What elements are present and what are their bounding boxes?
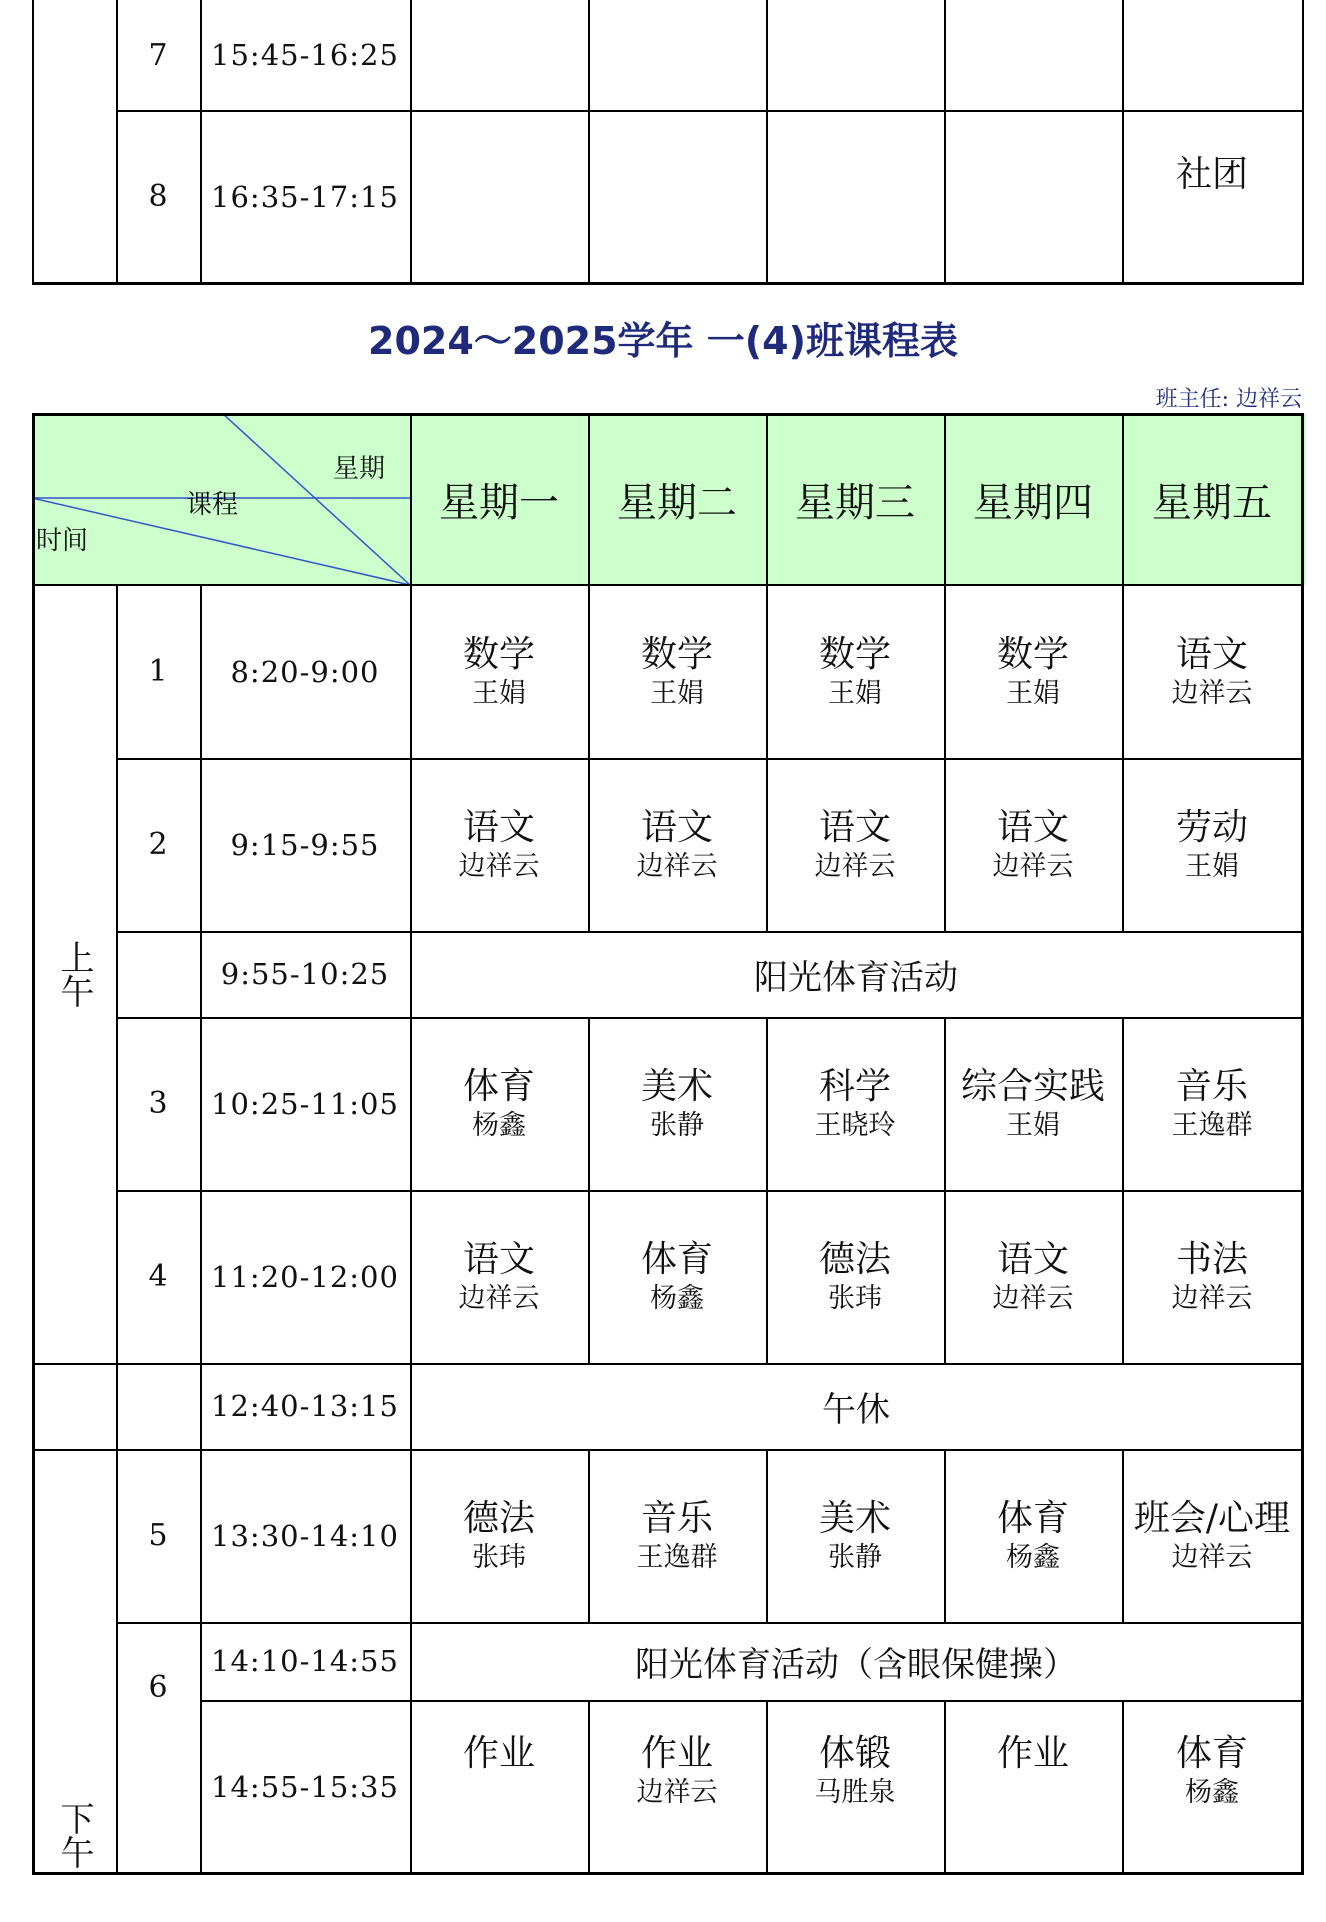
table-rule [116, 0, 118, 284]
table-rule [1122, 0, 1124, 284]
subject-text: 语文 [996, 1238, 1069, 1280]
teacher-text: 边祥云 [1171, 677, 1253, 709]
subject-text: 体育 [640, 1238, 713, 1280]
period-time [200, 110, 410, 283]
period-time-text: 16:35-17:15 [211, 179, 399, 214]
table-rule [32, 1363, 1304, 1365]
schedule-cell [1122, 8, 1302, 58]
subject-text: 书法 [1175, 1238, 1248, 1280]
day-header-text: 星期二 [617, 479, 737, 526]
teacher-text: 边祥云 [1171, 1541, 1253, 1573]
schedule-cell [410, 1700, 588, 1873]
teacher-text: 边祥云 [992, 1282, 1074, 1314]
schedule-cell [1122, 585, 1302, 758]
table-rule [1122, 413, 1124, 931]
subject-text: 音乐 [1175, 1065, 1248, 1107]
day-header-text: 星期五 [1152, 479, 1272, 526]
schedule-cell [588, 118, 766, 231]
table-rule [766, 1700, 768, 1873]
merged-activity-text: 午休 [822, 1389, 890, 1430]
subject-text: 语文 [818, 806, 891, 848]
table-rule [116, 110, 1302, 112]
day-header [1122, 413, 1302, 585]
period-time [200, 931, 410, 1017]
teacher-text: 张静 [650, 1109, 704, 1141]
schedule-cell [1122, 758, 1302, 931]
teacher-text: 王逸群 [636, 1541, 718, 1573]
teacher-text: 边祥云 [458, 850, 540, 882]
subject-text: 作业 [996, 1733, 1069, 1774]
period-number-text: 3 [148, 1086, 168, 1121]
period-time-text: 9:15-9:55 [230, 827, 380, 862]
day-header-text: 星期四 [973, 479, 1093, 526]
table-rule [766, 1449, 768, 1622]
period-time-text: 9:55-10:25 [220, 957, 390, 991]
table-rule [200, 585, 202, 1873]
period-number [116, 1190, 200, 1363]
period-time [200, 758, 410, 931]
table-rule [32, 1449, 1304, 1451]
period-number-text: 2 [148, 827, 168, 862]
subject-text: 综合实践 [960, 1065, 1105, 1107]
table-rule [944, 0, 946, 284]
schedule-cell [944, 1700, 1122, 1873]
schedule-cell [410, 118, 588, 231]
teacher-text: 张静 [828, 1541, 882, 1573]
period-number [116, 110, 200, 283]
schedule-cell [766, 1017, 944, 1190]
schedule-cell [766, 1700, 944, 1873]
teacher-text: 王娟 [1006, 677, 1060, 709]
schedule-cell [410, 1449, 588, 1622]
schedule-cell [588, 1190, 766, 1363]
subject-text: 劳动 [1175, 806, 1248, 848]
table-rule [116, 758, 1304, 760]
subject-text: 语文 [462, 1238, 535, 1280]
period-time-text: 14:55-15:35 [211, 1769, 399, 1804]
teacher-text: 马胜泉 [814, 1777, 896, 1808]
schedule-cell [944, 1017, 1122, 1190]
schedule-cell [410, 585, 588, 758]
table-rule [1302, 0, 1304, 284]
table-rule [766, 0, 768, 284]
head-teacher-label: 班主任: 边祥云 [1155, 387, 1302, 412]
schedule-cell [588, 1700, 766, 1873]
day-header-text: 星期三 [795, 479, 915, 526]
teacher-text: 张玮 [828, 1282, 882, 1314]
period-number-text: 8 [148, 179, 168, 214]
teacher-text: 边祥云 [1171, 1282, 1253, 1314]
merged-activity-cell [410, 1622, 1302, 1700]
subject-text: 科学 [818, 1065, 891, 1107]
table-rule [1301, 413, 1304, 1875]
subject-text: 数学 [996, 633, 1069, 675]
schedule-cell [766, 8, 944, 58]
schedule-cell [944, 8, 1122, 58]
period-time [200, 0, 410, 110]
period-time [200, 1017, 410, 1190]
table-rule [410, 413, 412, 1875]
schedule-cell [1122, 1449, 1302, 1622]
corner-label-time: 时间 [36, 526, 89, 556]
subject-text: 语文 [1175, 633, 1248, 675]
schedule-cell [766, 1190, 944, 1363]
table-rule [32, 1872, 1304, 1875]
schedule-cell [588, 1017, 766, 1190]
period-time-text: 13:30-14:10 [211, 1518, 399, 1553]
period-time [200, 1622, 410, 1700]
day-header [766, 413, 944, 585]
merged-activity-cell [410, 1363, 1302, 1449]
schedule-cell [588, 585, 766, 758]
subject-text: 数学 [818, 633, 891, 675]
subject-text: 语文 [462, 806, 535, 848]
subject-text: 体锻 [818, 1733, 891, 1774]
period-time-text: 8:20-9:00 [230, 654, 380, 689]
table-rule [116, 1017, 1304, 1019]
period-time-text: 12:40-13:15 [211, 1389, 399, 1423]
table-rule [200, 0, 202, 284]
teacher-text: 杨鑫 [650, 1282, 704, 1314]
timetable-title: 2024～2025学年 一(4)班课程表 [368, 319, 958, 363]
schedule-cell [944, 1449, 1122, 1622]
merged-activity-text: 阳光体育活动（含眼保健操） [635, 1644, 1077, 1685]
section-label-afternoon [32, 1449, 116, 1873]
table-rule [116, 1363, 118, 1449]
period-number [116, 758, 200, 931]
period-number [116, 1449, 200, 1622]
teacher-text: 边祥云 [992, 850, 1074, 882]
period-time-text: 15:45-16:25 [211, 38, 399, 72]
subject-text: 语文 [640, 806, 713, 848]
day-header [410, 413, 588, 585]
table-rule [588, 1449, 590, 1622]
schedule-cell [766, 1449, 944, 1622]
teacher-text: 杨鑫 [472, 1109, 526, 1141]
day-header [944, 413, 1122, 585]
teacher-text: 杨鑫 [1185, 1777, 1239, 1808]
table-rule [588, 413, 590, 931]
schedule-cell [1122, 1700, 1302, 1873]
teacher-text: 王娟 [1006, 1109, 1060, 1141]
day-header-text: 星期一 [439, 479, 559, 526]
section-label-morning-text: 上午 [54, 940, 94, 1008]
merged-activity-text: 阳光体育活动 [754, 957, 958, 998]
section-label-morning [32, 585, 116, 1363]
period-number-text: 1 [148, 654, 168, 689]
schedule-cell [588, 758, 766, 931]
schedule-cell [588, 1449, 766, 1622]
period-number-text: 4 [148, 1259, 168, 1294]
table-rule [944, 1700, 946, 1873]
period-number [116, 585, 200, 758]
subject-text: 体育 [1175, 1733, 1248, 1774]
schedule-cell [944, 118, 1122, 231]
period-time [200, 1449, 410, 1622]
teacher-text: 王娟 [828, 677, 882, 709]
teacher-text: 王逸群 [1171, 1109, 1253, 1141]
subject-text: 作业 [462, 1733, 535, 1774]
table-rule [588, 1700, 590, 1873]
table-rule [32, 0, 34, 284]
schedule-cell [410, 1190, 588, 1363]
merged-activity-cell [410, 931, 1302, 1017]
teacher-text: 杨鑫 [1006, 1541, 1060, 1573]
period-number [116, 1622, 200, 1873]
table-rule [944, 1449, 946, 1622]
period-number [116, 1017, 200, 1190]
corner-label-course: 课程 [186, 490, 239, 520]
corner-label-week: 星期 [333, 454, 386, 484]
table-rule [116, 1622, 1304, 1624]
period-time [200, 585, 410, 758]
day-header [588, 413, 766, 585]
table-rule [116, 1190, 1304, 1192]
schedule-cell [944, 1190, 1122, 1363]
schedule-cell [588, 8, 766, 58]
schedule-cell [410, 758, 588, 931]
teacher-text: 王娟 [650, 677, 704, 709]
table-rule [410, 0, 412, 284]
table-rule [116, 1449, 118, 1873]
period-time-text: 14:10-14:55 [211, 1644, 399, 1678]
teacher-text: 张玮 [472, 1541, 526, 1573]
schedule-cell [1122, 1017, 1302, 1190]
subject-text: 德法 [818, 1238, 891, 1280]
period-number-text: 6 [148, 1670, 168, 1705]
table-rule [32, 584, 1304, 586]
table-rule [32, 413, 35, 1875]
subject-text: 体育 [996, 1497, 1069, 1539]
subject-text: 社团 [1175, 153, 1248, 195]
table-rule [32, 413, 1304, 416]
section-label-afternoon-text: 下午 [54, 1801, 94, 1869]
period-time-text: 10:25-11:05 [211, 1086, 399, 1121]
period-time-text: 11:20-12:00 [211, 1259, 399, 1294]
subject-text: 数学 [462, 633, 535, 675]
schedule-cell [944, 585, 1122, 758]
schedule-cell [766, 758, 944, 931]
table-rule [944, 413, 946, 931]
period-time [200, 1700, 410, 1873]
period-time [200, 1363, 410, 1449]
schedule-cell [766, 585, 944, 758]
teacher-text: 王娟 [472, 677, 526, 709]
table-rule [1122, 1700, 1124, 1873]
teacher-text: 边祥云 [636, 1777, 718, 1808]
period-number-text: 5 [148, 1518, 168, 1553]
table-rule [32, 282, 1304, 285]
period-number [116, 0, 200, 110]
teacher-text: 边祥云 [636, 850, 718, 882]
schedule-cell [1122, 118, 1302, 231]
table-rule [766, 413, 768, 931]
period-number-text: 7 [148, 37, 168, 73]
table-rule [116, 931, 1304, 933]
teacher-text: 边祥云 [458, 1282, 540, 1314]
table-rule [1122, 1449, 1124, 1622]
schedule-cell [410, 1017, 588, 1190]
subject-text: 美术 [640, 1065, 713, 1107]
period-time [200, 1190, 410, 1363]
table-rule [116, 585, 118, 1363]
subject-text: 数学 [640, 633, 713, 675]
schedule-cell [1122, 1190, 1302, 1363]
table-rule [588, 0, 590, 284]
subject-text: 作业 [640, 1733, 713, 1774]
subject-text: 美术 [818, 1497, 891, 1539]
teacher-text: 王娟 [1185, 850, 1239, 882]
schedule-cell [944, 758, 1122, 931]
teacher-text: 王晓玲 [814, 1109, 896, 1141]
subject-text: 体育 [462, 1065, 535, 1107]
teacher-text: 边祥云 [814, 850, 896, 882]
subject-text: 班会/心理 [1133, 1497, 1291, 1539]
subject-text: 德法 [462, 1497, 535, 1539]
table-rule [200, 1700, 1304, 1702]
schedule-cell [766, 118, 944, 231]
subject-text: 音乐 [640, 1497, 713, 1539]
subject-text: 语文 [996, 806, 1069, 848]
schedule-cell [410, 8, 588, 58]
